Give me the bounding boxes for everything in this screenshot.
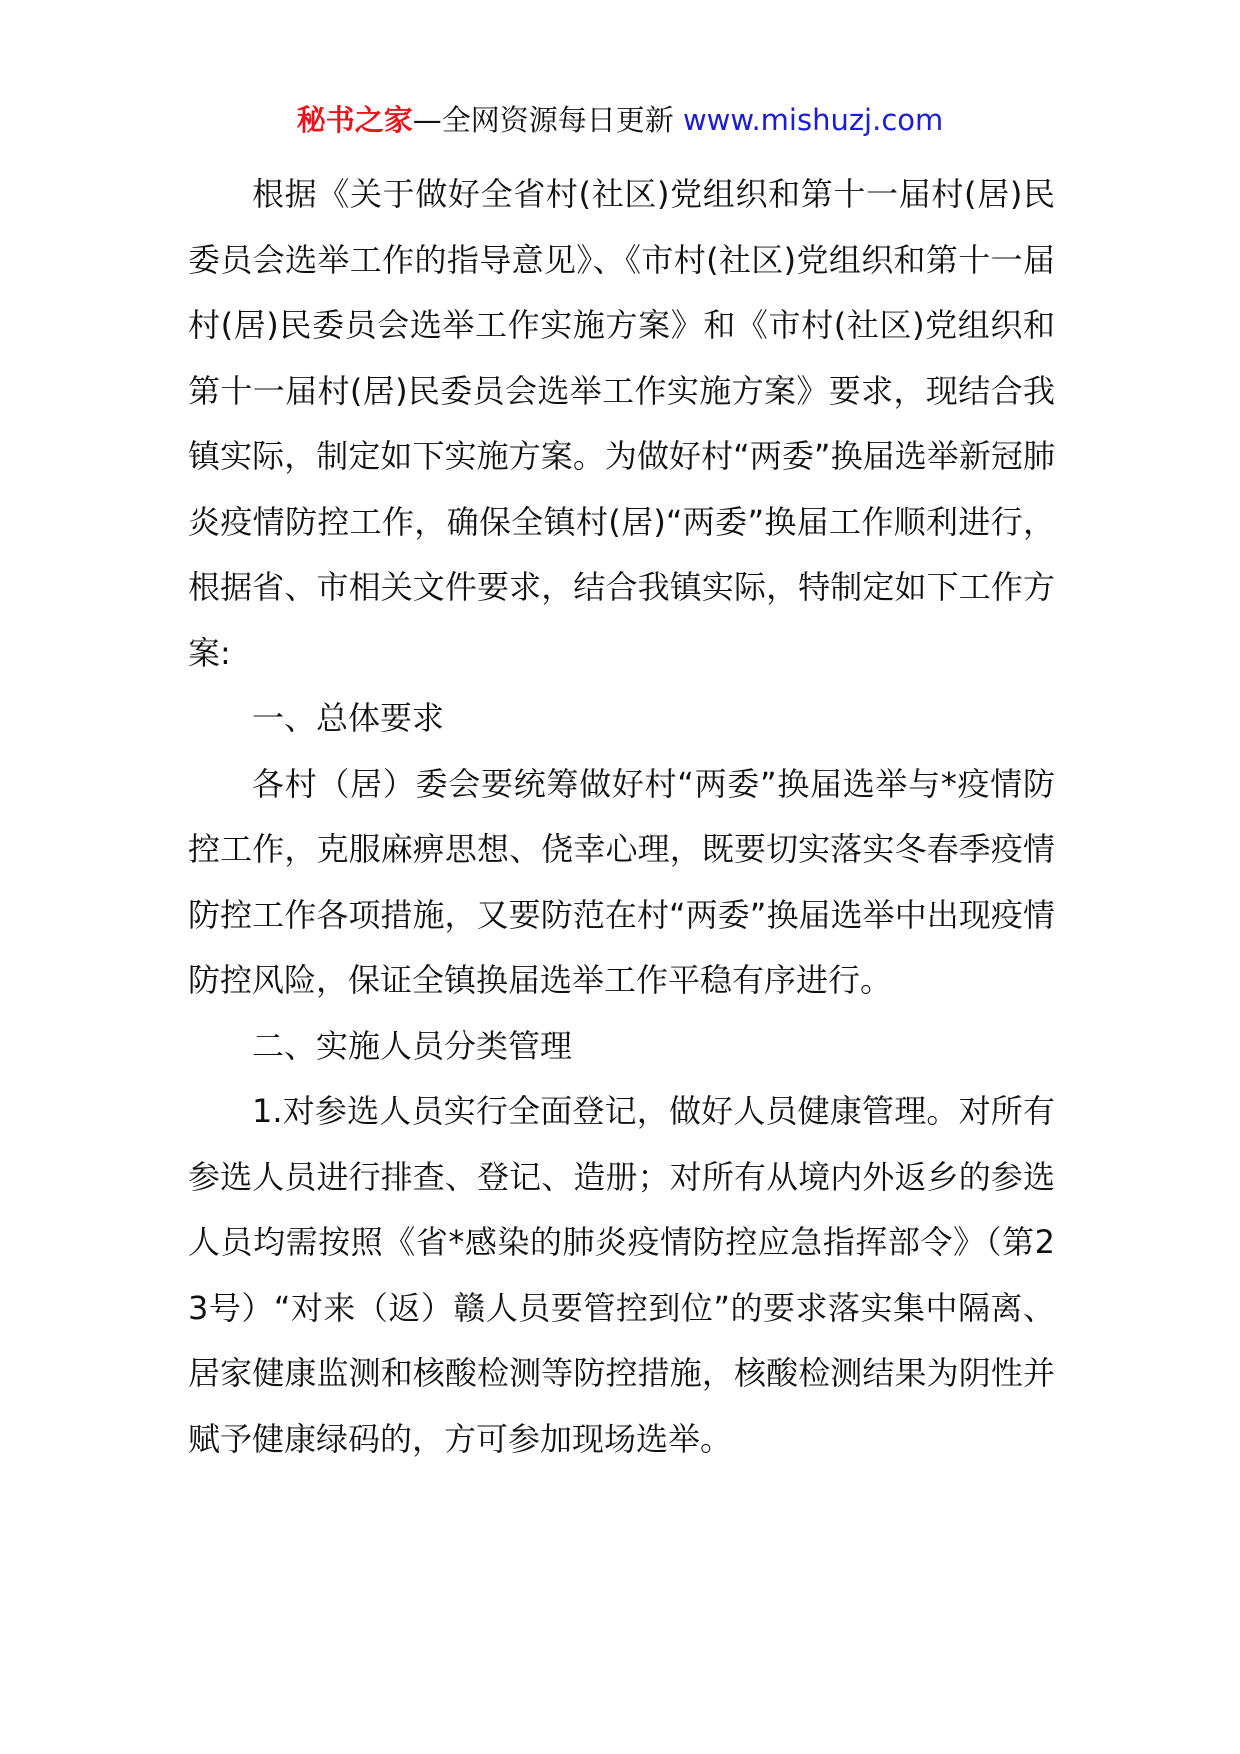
- brand-name: 秘书之家: [296, 103, 413, 137]
- registration-paragraph: 1.对参选人员实行全面登记，做好人员健康管理。对所有参选人员进行排查、登记、造册；对所有从境内外返乡的参选人员均需按照《省*感染的肺炎疫情防控应急指挥部令》（第23号）“对来（返）赣人员要管控到位”的要求落实集中隔离、居家健康监测和核酸检测等防控措施，核酸检测结果为阴性并赋予健康绿码的，方可参加现场选举。: [188, 1092, 1055, 1458]
- document-body: [188, 162, 1055, 1472]
- section-heading-classified-management: 二、实施人员分类管理: [252, 1026, 573, 1065]
- intro-paragraph: 根据《关于做好全省村(社区)党组织和第十一届村(居)民委员会选举工作的指导意见》、《市村(社区)党组织和第十一届村(居)民委员会选举工作实施方案》和《市村(社区)党组织和第十一届村(居)民委员会选举工作实施方案》要求，现结合我镇实际，制定如下实施方案。为做好村“两委”换届选举新冠肺炎疫情防控工作，确保全镇村(居)“两委”换届工作顺利进行，根据省、市相关文件要求，结合我镇实际，特制定如下工作方案:: [188, 175, 1055, 672]
- section-heading-general-requirements: 一、总体要求: [252, 699, 445, 737]
- site-url: www.mishuzj.com: [682, 103, 944, 137]
- header-slogan: —全网资源每日更新: [412, 103, 674, 137]
- general-requirements-paragraph: 各村（居）委会要统筹做好村“两委”换届选举与*疫情防控工作，克服麻痹思想、侥幸心理，既要切实落实冬春季疫情防控工作各项措施，又要防范在村“两委”换届选举中出现疫情防控风险，保证全镇换届选举工作平稳有序进行。: [188, 764, 1055, 999]
- site-header: [0, 100, 1240, 140]
